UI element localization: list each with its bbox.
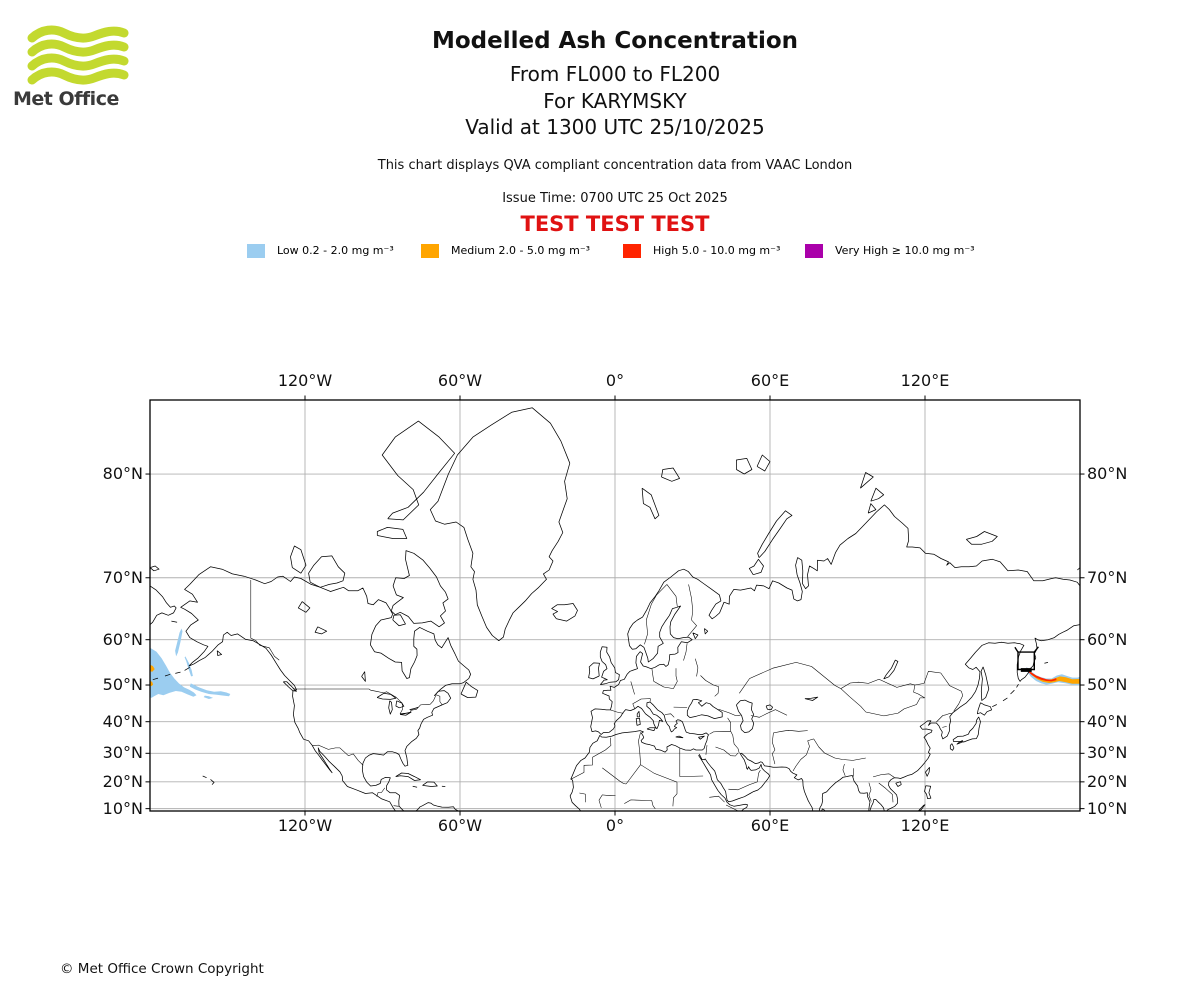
volcano-marker [1015, 647, 1039, 670]
ash-plume-low [185, 656, 193, 676]
y-tick-label-left: 40°N [102, 711, 143, 731]
very-high-swatch [805, 244, 823, 258]
x-tick-label-top: 120°E [900, 371, 950, 390]
medium-swatch [421, 244, 439, 258]
y-tick-label-right: 80°N [1087, 464, 1128, 484]
subtitle-valid-time: Valid at 1300 UTC 25/10/2025 [465, 115, 765, 139]
x-tick-label-top: 60°W [437, 371, 483, 390]
map-area [140, 390, 1090, 821]
y-tick-label-left: 30°N [102, 743, 143, 763]
x-tick-label-bottom: 120°E [900, 816, 950, 835]
legend-item-label: High 5.0 - 10.0 mg m⁻³ [653, 244, 781, 257]
page-title: Modelled Ash Concentration [431, 28, 799, 54]
legend-item-label: Low 0.2 - 2.0 mg m⁻³ [277, 244, 394, 257]
map-content [150, 400, 1080, 811]
issue-time: Issue Time: 0700 UTC 25 Oct 2025 [502, 191, 728, 206]
legend-item-label: Medium 2.0 - 5.0 mg m⁻³ [451, 244, 591, 257]
world-map [140, 390, 1090, 821]
subtitle-volcano: For KARYMSKY [543, 88, 687, 113]
y-tick-label-right: 50°N [1087, 675, 1128, 695]
y-tick-label-left: 50°N [102, 675, 143, 695]
x-tick-label-top: 0° [605, 371, 625, 390]
legend-item-label: Very High ≥ 10.0 mg m⁻³ [835, 244, 975, 257]
y-tick-label-right: 70°N [1087, 567, 1128, 587]
x-tick-label-bottom: 0° [605, 816, 625, 835]
y-tick-label-left: 10°N [102, 798, 143, 818]
ash-plume-low [175, 629, 182, 657]
y-tick-label-right: 20°N [1087, 771, 1128, 791]
country-borders [251, 580, 963, 811]
test-watermark: TEST TEST TEST [520, 212, 710, 236]
y-tick-label-left: 60°N [102, 629, 143, 649]
x-tick-label-bottom: 60°W [437, 816, 483, 835]
y-tick-label-left: 20°N [102, 771, 143, 791]
low-swatch [247, 244, 265, 258]
y-tick-label-right: 30°N [1087, 743, 1128, 763]
qva-note: This chart displays QVA compliant concentration data from VAAC London [377, 158, 853, 173]
x-tick-label-top: 120°W [277, 371, 333, 390]
gridlines [150, 400, 1080, 811]
x-tick-label-top: 60°E [750, 371, 790, 390]
logo-brand: Met Office [13, 88, 119, 110]
y-tick-label-left: 80°N [102, 464, 143, 484]
concentration-legend [0, 243, 1200, 263]
y-tick-label-right: 60°N [1087, 629, 1128, 649]
y-tick-label-right: 10°N [1087, 798, 1128, 818]
high-swatch [623, 244, 641, 258]
y-tick-label-right: 40°N [1087, 711, 1128, 731]
subtitle-block [150, 61, 1080, 141]
x-tick-label-bottom: 120°W [277, 816, 333, 835]
copyright-text: © Met Office Crown Copyright [60, 961, 264, 977]
subtitle-flight-levels: From FL000 to FL200 [509, 62, 721, 86]
ash-plume-low [150, 648, 197, 698]
x-tick-label-bottom: 60°E [750, 816, 790, 835]
ash-plume-low [204, 696, 213, 699]
y-tick-label-left: 70°N [102, 567, 143, 587]
